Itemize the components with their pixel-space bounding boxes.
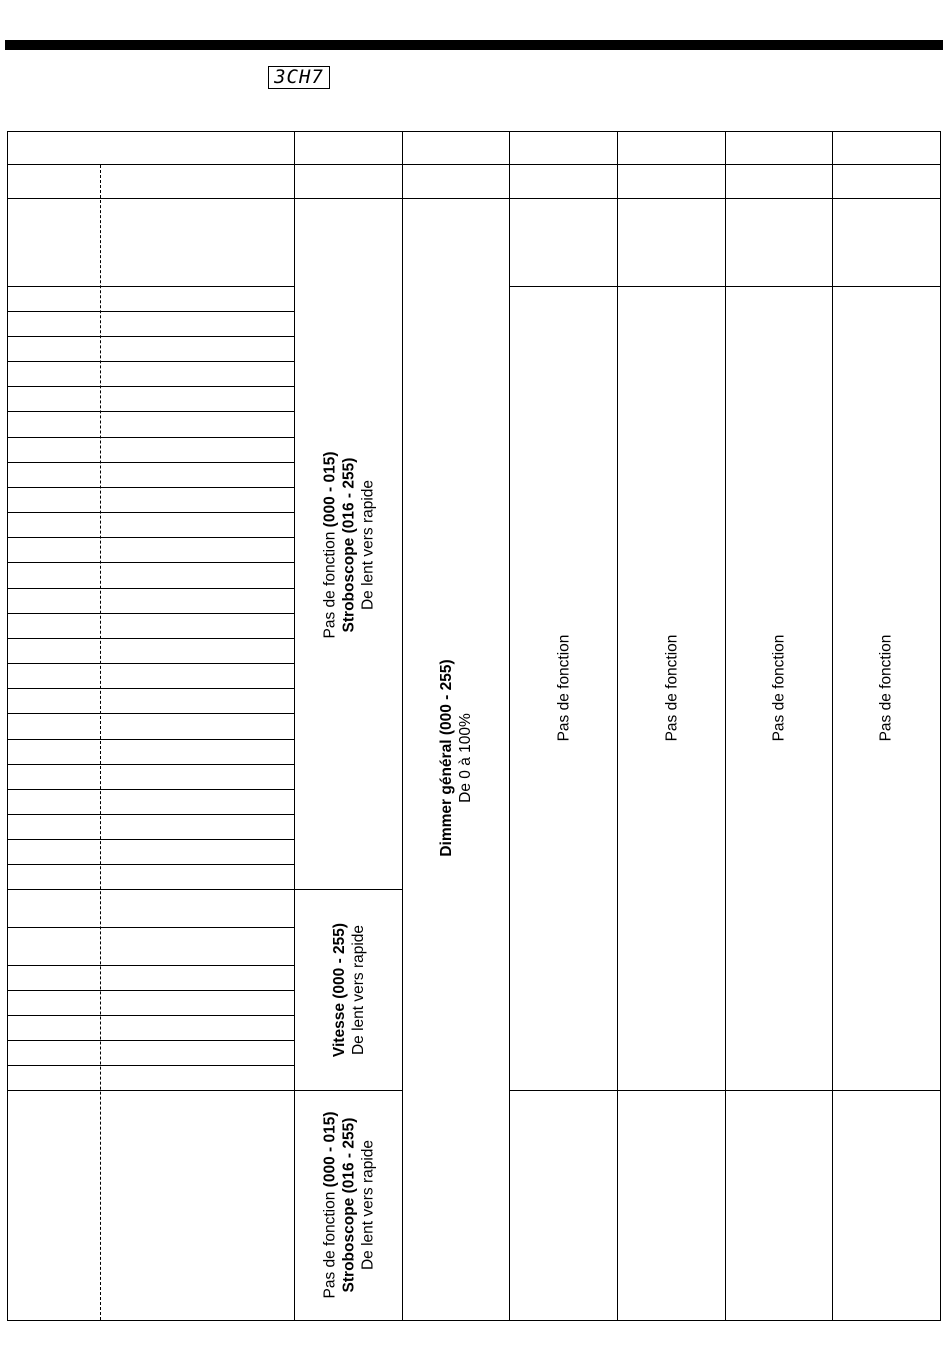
- row-rule: [7, 814, 295, 815]
- row-rule: [7, 1040, 295, 1041]
- row-rule: [7, 336, 295, 337]
- cell-speed: Vitesse (000 - 255) De lent vers rapide: [331, 922, 367, 1058]
- row-rule: [7, 864, 295, 865]
- row-rule: [7, 789, 295, 790]
- row-rule: [7, 487, 295, 488]
- row-rule: [7, 311, 295, 312]
- cell-no-function-3: Pas de fonction: [770, 634, 788, 742]
- row-rule: [7, 286, 295, 287]
- top-rule: [5, 40, 943, 50]
- row-rule: [7, 839, 295, 840]
- table-top-rule: [7, 131, 941, 132]
- row-rule: [7, 764, 295, 765]
- header-rule: [7, 198, 941, 199]
- row-rule: [7, 361, 295, 362]
- cell-rule: [294, 1090, 403, 1091]
- row-rule: [7, 965, 295, 966]
- column-rule: [725, 131, 726, 1321]
- cell-no-function-1: Pas de fonction: [555, 634, 573, 742]
- row-rule: [7, 588, 295, 589]
- row-rule: [7, 386, 295, 387]
- row-rule: [7, 1015, 295, 1016]
- cell-rule: [509, 1090, 941, 1091]
- row-rule: [7, 462, 295, 463]
- column-rule: [402, 131, 403, 1321]
- cell-no-function-4: Pas de fonction: [877, 634, 895, 742]
- row-rule: [7, 713, 295, 714]
- row-rule: [7, 512, 295, 513]
- row-rule: [7, 990, 295, 991]
- row-rule: [7, 537, 295, 538]
- channel-mode-display: 3CH7: [268, 66, 330, 89]
- column-rule: [294, 131, 295, 1321]
- column-rule: [509, 131, 510, 1321]
- cell-no-function-2: Pas de fonction: [663, 634, 681, 742]
- cell-rule: [509, 286, 941, 287]
- row-rule: [7, 1090, 295, 1091]
- row-rule: [7, 562, 295, 563]
- cell-master-dimmer: Dimmer général (000 - 255) De 0 à 100%: [438, 659, 474, 857]
- row-rule: [7, 739, 295, 740]
- row-rule: [7, 927, 295, 928]
- row-rule: [7, 638, 295, 639]
- cell-rule: [294, 889, 403, 890]
- table-bottom-rule: [7, 1320, 941, 1321]
- row-rule: [7, 663, 295, 664]
- row-rule: [7, 437, 295, 438]
- column-rule: [617, 131, 618, 1321]
- table-right-rule: [940, 131, 941, 1321]
- row-rule: [7, 1065, 295, 1066]
- step-divider: [100, 165, 101, 1320]
- row-rule: [7, 613, 295, 614]
- cell-strobe-1: Pas de fonction (000 - 015) Stroboscope (016 - 255) De lent vers rapide: [321, 451, 377, 639]
- cell-strobe-2: Pas de fonction (000 - 015) Stroboscope (016 - 255) De lent vers rapide: [321, 1111, 377, 1299]
- row-rule: [7, 889, 295, 890]
- column-rule: [832, 131, 833, 1321]
- row-rule: [7, 411, 295, 412]
- header-rule: [7, 164, 941, 165]
- row-rule: [7, 688, 295, 689]
- table-left-rule: [7, 131, 8, 1321]
